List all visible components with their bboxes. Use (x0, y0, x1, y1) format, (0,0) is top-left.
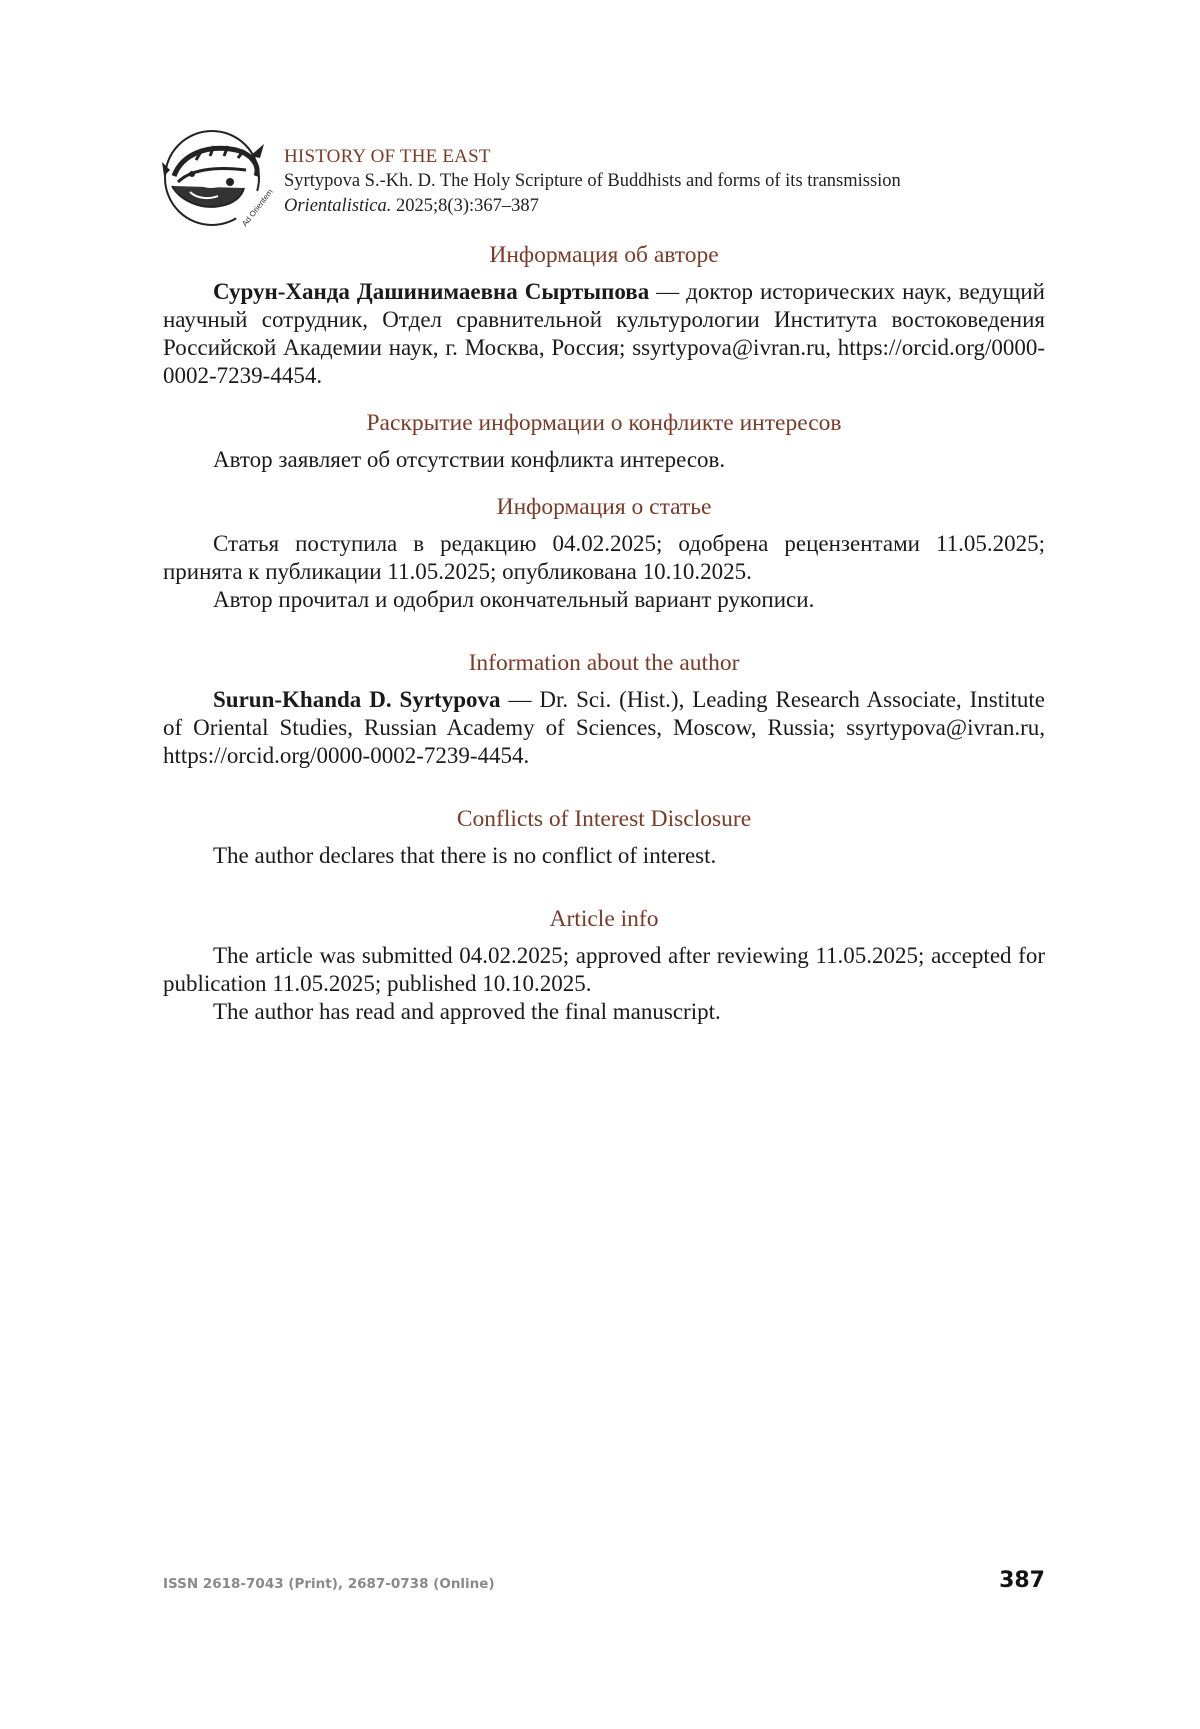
en-author-info-section (163, 648, 1045, 770)
en-article-info-section (163, 904, 1045, 1026)
ru-article-info-section (163, 492, 1045, 614)
ru-conflicts-text: Автор заявляет об отсутствии конфликта интересов. (213, 447, 726, 472)
article-back-matter (163, 240, 1045, 1044)
ru-author-info-text (163, 278, 1045, 390)
en-author-name: Surun-Khanda D. Syrtypova (213, 687, 501, 712)
journal-name: Orientalistica. (284, 196, 392, 216)
journal-reference (284, 194, 1064, 219)
journal-section: HISTORY OF THE EAST (284, 146, 491, 167)
ru-conflicts-section (163, 408, 1045, 474)
en-author-info-heading: Information about the author (468, 650, 740, 676)
ru-author-info-heading: Информация об авторе (489, 242, 719, 268)
ru-article-info-heading: Информация о статье (496, 494, 712, 520)
ru-manuscript-approval: Автор прочитал и одобрил окончательный вариант рукописи. (213, 587, 815, 612)
en-conflicts-heading: Conflicts of Interest Disclosure (456, 806, 752, 832)
en-manuscript-approval: The author has read and approved the final manuscript. (213, 999, 721, 1024)
en-author-info-text (163, 686, 1045, 770)
running-header (160, 126, 1060, 236)
ad-orientem-emblem-icon (160, 126, 275, 236)
ru-conflicts-heading: Раскрытие информации о конфликте интересов (366, 410, 842, 436)
ru-author-name: Сурун-Ханда Дашинимаевна Сыртыпова (213, 279, 650, 304)
header-text (284, 144, 1064, 219)
ru-author-info-section (163, 240, 1045, 390)
journal-volume: 2025;8(3):367–387 (391, 196, 539, 216)
en-author-details: — Dr. Sci. (Hist.), Leading Research Associate, Institute of Oriental Studies, Russian Academy of Sciences, Moscow, Russia; ssyrtypova@ivran.ru, https://orcid.org/0000-0002-7239-4454. (163, 687, 1046, 768)
en-article-dates: The article was submitted 04.02.2025; approved after reviewing 11.05.2025; accepted for publication 11.05.2025; published 10.10.2025. (163, 943, 1045, 996)
article-citation: Syrtypova S.-Kh. D. The Holy Scripture of Buddhists and forms of its transmission (284, 171, 901, 191)
en-conflicts-section (163, 804, 1045, 870)
page-number: 387 (999, 1568, 1045, 1593)
en-article-info-heading: Article info (549, 906, 659, 932)
ru-article-dates: Статья поступила в редакцию 04.02.2025; одобрена рецензентами 11.05.2025; принята к публикации 11.05.2025; опубликована 10.10.2025. (163, 531, 1045, 584)
logo-caption: Ad Orientem (240, 187, 275, 229)
ru-author-details: — доктор исторических наук, ведущий научный сотрудник, Отдел сравнительной культурологии Института востоковедения Российской Академии наук, г. Москва, Россия; ssyrtypova@ivran.ru, https://orcid.org/0000-0002-7239-4454. (163, 279, 1045, 388)
footer-issn: ISSN 2618-7043 (Print), 2687-0738 (Online) (163, 1576, 495, 1592)
en-conflicts-text: The author declares that there is no conflict of interest. (213, 843, 717, 868)
